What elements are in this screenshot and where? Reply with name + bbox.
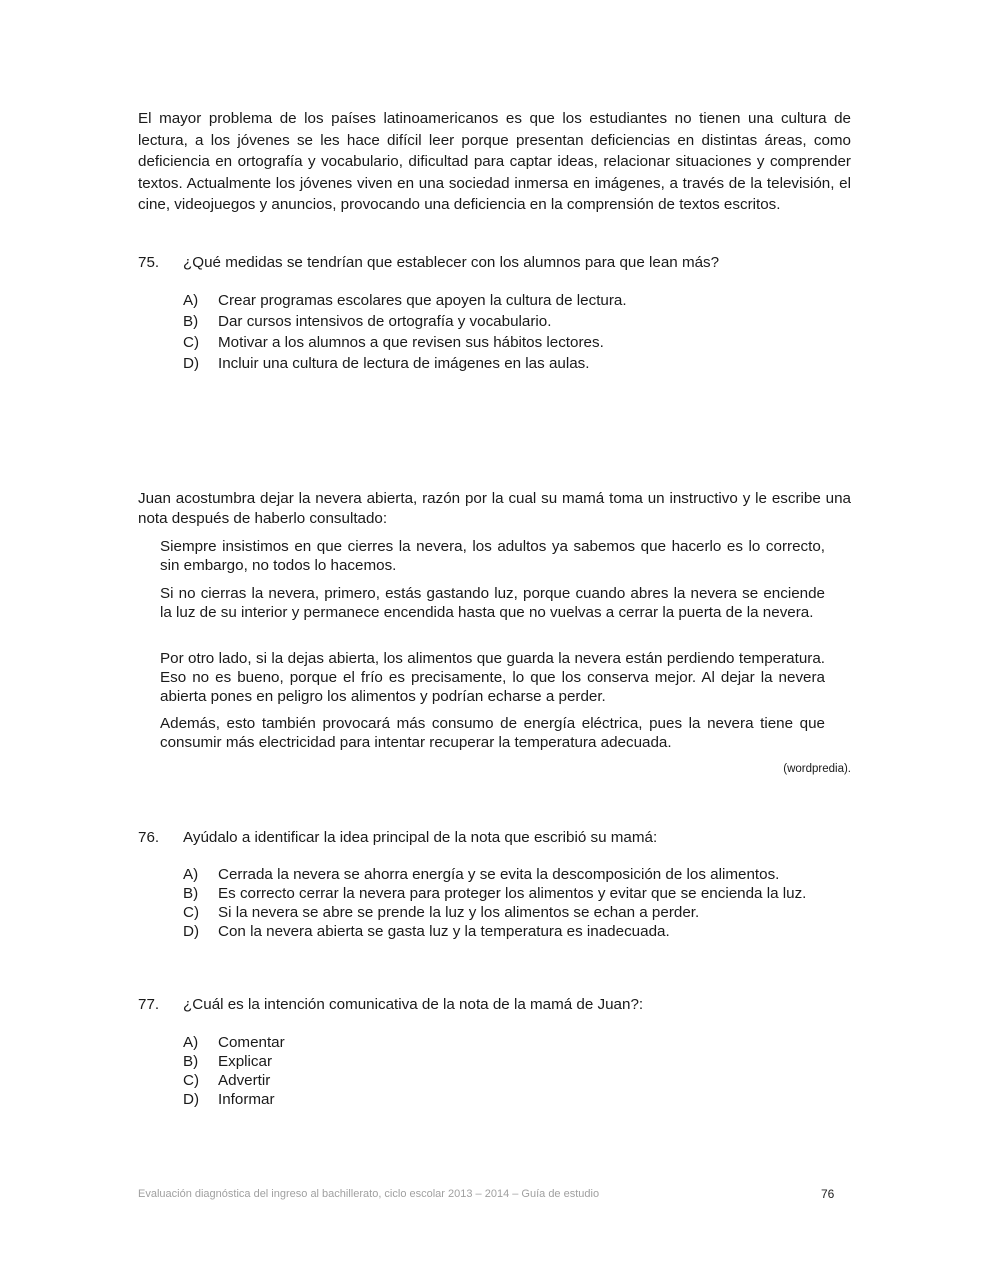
option-d: D) Con la nevera abierta se gasta luz y la temperatura es inadecuada. <box>183 923 670 940</box>
question-text: Ayúdalo a identificar la idea principal de la nota que escribió su mamá: <box>183 829 658 846</box>
question-76-options <box>183 865 806 941</box>
question-text: ¿Qué medidas se tendrían que establecer con los alumnos para que lean más? <box>183 254 720 271</box>
question-75-options <box>183 290 627 374</box>
option-a: A) Crear programas escolares que apoyen la cultura de lectura. <box>183 292 627 309</box>
option-c: C) Advertir <box>183 1072 271 1089</box>
reading-passage-1: El mayor problema de los países latinoamericanos es que los estudiantes no tienen una cultura de lectura, a los jóvenes se les hace difícil leer porque presentan deficiencias en distintas áreas, como deficiencia en ortografía y vocabulario, dificultad para captar ideas, relacionar situaciones y comprender textos. Actualmente los jóvenes viven en una sociedad inmersa en imágenes, a través de la televisión, el cine, videojuegos y anuncios, provocando una deficiencia en la comprensión de textos escritos. <box>138 110 851 213</box>
note-paragraph-2: Si no cierras la nevera, primero, estás gastando luz, porque cuando abres la nevera se enciende la luz de su interior y permanece encendida hasta que no vuelvas a cerrar la puerta de la nevera. <box>160 585 825 621</box>
option-c: C) Motivar a los alumnos a que revisen sus hábitos lectores. <box>183 334 604 351</box>
option-a: A) Cerrada la nevera se ahorra energía y se evita la descomposición de los alimentos. <box>183 866 780 883</box>
question-number: 76. <box>138 829 160 846</box>
question-77-options <box>183 1033 285 1109</box>
page-footer: Evaluación diagnóstica del ingreso al bachillerato, ciclo escolar 2013 – 2014 – Guía de estudio <box>138 1188 600 1200</box>
option-d: D) Informar <box>183 1091 275 1108</box>
question-text: ¿Cuál es la intención comunicativa de la nota de la mamá de Juan?: <box>183 996 644 1013</box>
source-citation: (wordpredia). <box>783 763 851 775</box>
option-d: D) Incluir una cultura de lectura de imágenes en las aulas. <box>183 355 590 372</box>
reading-passage-2-intro: Juan acostumbra dejar la nevera abierta, razón por la cual su mamá toma un instructivo y le escribe una nota después de haberlo consultado: <box>138 490 851 527</box>
note-paragraph-1: Siempre insistimos en que cierres la nevera, los adultos ya sabemos que hacerlo es lo correcto, sin embargo, no todos lo hacemos. <box>160 538 825 574</box>
option-b: B) Dar cursos intensivos de ortografía y vocabulario. <box>183 313 552 330</box>
question-76 <box>138 828 657 848</box>
option-b: B) Es correcto cerrar la nevera para proteger los alimentos y evitar que se encienda la luz. <box>183 885 807 902</box>
note-paragraph-3: Por otro lado, si la dejas abierta, los alimentos que guarda la nevera están perdiendo temperatura. Eso no es bueno, porque el frío es precisamente, lo que los conserva mejor. Al dejar la nevera abierta pones en peligro los alimentos y podrían echarse a perder. <box>160 650 825 705</box>
question-75 <box>138 253 719 273</box>
option-a: A) Comentar <box>183 1034 285 1051</box>
question-77 <box>138 995 643 1015</box>
page-number: 76 <box>821 1187 835 1201</box>
question-number: 77. <box>138 996 160 1013</box>
option-c: C) Si la nevera se abre se prende la luz y los alimentos se echan a perder. <box>183 904 700 921</box>
option-b: B) Explicar <box>183 1053 273 1070</box>
note-paragraph-4: Además, esto también provocará más consumo de energía eléctrica, pues la nevera tiene que consumir más electricidad para intentar recuperar la temperatura adecuada. <box>160 715 825 751</box>
question-number: 75. <box>138 254 160 271</box>
